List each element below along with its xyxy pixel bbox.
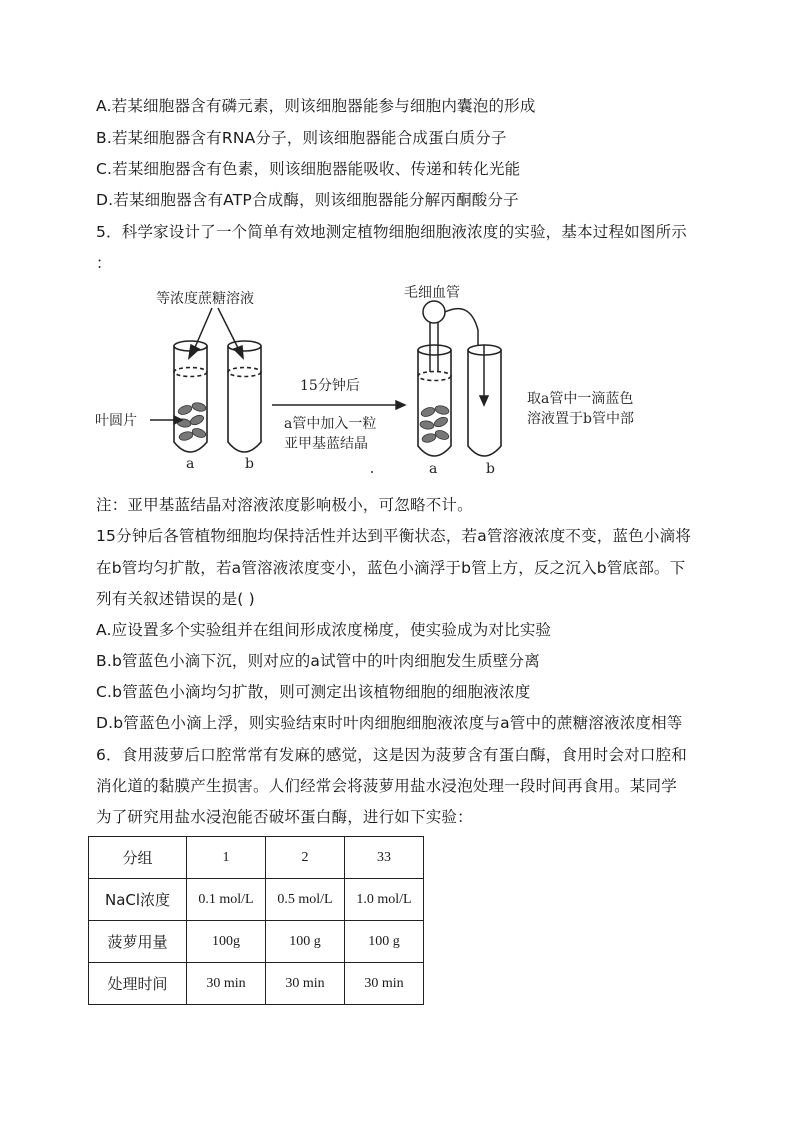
label-take-drop-1: 取a管中一滴蓝色	[527, 391, 634, 407]
leaf-discs-left	[176, 401, 207, 441]
solution-arrows	[189, 308, 243, 358]
table-row	[89, 963, 424, 1005]
label-capillary: 毛细血管	[404, 285, 460, 301]
q5-option-b: B.b管蓝色小滴下沉，则对应的a试管中的叶肉细胞发生质壁分离	[96, 652, 540, 670]
label-sucrose-solution: 等浓度蔗糖溶液	[156, 291, 254, 307]
table-cell: 分组	[89, 837, 187, 879]
q4-option-b: B.若某细胞器含有RNA分子，则该细胞器能合成蛋白质分子	[96, 129, 507, 147]
tube-label-b-right: b	[486, 461, 495, 477]
q5-stem-cont: ：	[96, 254, 112, 272]
q5-para-line-2: 在b管均匀扩散，若a管溶液浓度变小，蓝色小滴浮于b管上方，反之沉入b管底部。下	[96, 559, 686, 577]
q4-option-d: D.若某细胞器含有ATP合成酶，则该细胞器能分解丙酮酸分子	[96, 191, 519, 209]
experiment-table	[88, 836, 424, 1005]
table-cell: 1.0 mol/L	[345, 879, 424, 921]
label-leaf-disc: 叶圆片	[95, 413, 137, 429]
table-cell: 0.1 mol/L	[187, 879, 266, 921]
tube-label-a-left: a	[186, 456, 195, 472]
table-cell: NaCl浓度	[89, 879, 187, 921]
drop-arrow	[480, 345, 488, 405]
table-row	[89, 879, 424, 921]
q6-para-line-2: 消化道的黏膜产生损害。人们经常会将菠萝用盐水浸泡处理一段时间再食用。某同学	[96, 777, 677, 795]
table-cell: 33	[345, 837, 424, 879]
tube-b-left	[228, 341, 261, 452]
leaf-discs-right	[419, 404, 450, 443]
tube-label-b-left: b	[245, 456, 254, 472]
table-row	[89, 837, 424, 879]
q5-option-d: D.b管蓝色小滴上浮，则实验结束时叶肉细胞细胞液浓度与a管中的蔗糖溶液浓度相等	[96, 714, 683, 732]
table-cell: 30 min	[266, 963, 345, 1005]
leaf-arrow	[150, 416, 182, 424]
table-cell: 2	[266, 837, 345, 879]
table-cell: 30 min	[187, 963, 266, 1005]
q5-para-line-1: 15分钟后各管植物细胞均保持活性并达到平衡状态，若a管溶液浓度不变，蓝色小滴将	[96, 527, 692, 545]
q5-stem: 5．科学家设计了一个简单有效地测定植物细胞细胞液浓度的实验，基本过程如图所示	[96, 223, 687, 241]
table-cell: 处理时间	[89, 963, 187, 1005]
q6-para-line-3: 为了研究用盐水浸泡能否破坏蛋白酶，进行如下实验：	[96, 808, 473, 826]
table-row	[89, 921, 424, 963]
process-arrow	[272, 401, 405, 409]
label-add-crystal-2: 亚甲基蓝结晶	[284, 436, 368, 452]
q5-option-c: C.b管蓝色小滴均匀扩散，则可测定出该植物细胞的细胞液浓度	[96, 683, 531, 701]
table-cell: 0.5 mol/L	[266, 879, 345, 921]
label-time: 15分钟后	[300, 378, 360, 394]
table-cell: 100 g	[345, 921, 424, 963]
tube-label-a-right: a	[429, 461, 438, 477]
q4-option-c: C.若某细胞器含有色素，则该细胞器能吸收、传递和转化光能	[96, 160, 521, 178]
table-cell: 30 min	[345, 963, 424, 1005]
q5-option-a: A.应设置多个实验组并在组间形成浓度梯度，使实验成为对比实验	[96, 621, 552, 639]
label-take-drop-2: 溶液置于b管中部	[527, 411, 634, 427]
table-cell: 100g	[187, 921, 266, 963]
table-cell: 1	[187, 837, 266, 879]
label-add-crystal-1: a管中加入一粒	[284, 416, 377, 432]
q5-para-line-3: 列有关叙述错误的是( )	[96, 590, 255, 608]
q4-option-a: A.若某细胞器含有磷元素，则该细胞器能参与细胞内囊泡的形成	[96, 97, 536, 115]
table-cell: 100 g	[266, 921, 345, 963]
q6-para-line-1: 6．食用菠萝后口腔常常有发麻的感觉，这是因为菠萝含有蛋白酶，食用时会对口腔和	[96, 746, 687, 764]
table-cell: 菠萝用量	[89, 921, 187, 963]
q5-note: 注：亚甲基蓝结晶对溶液浓度影响极小，可忽略不计。	[96, 496, 473, 514]
